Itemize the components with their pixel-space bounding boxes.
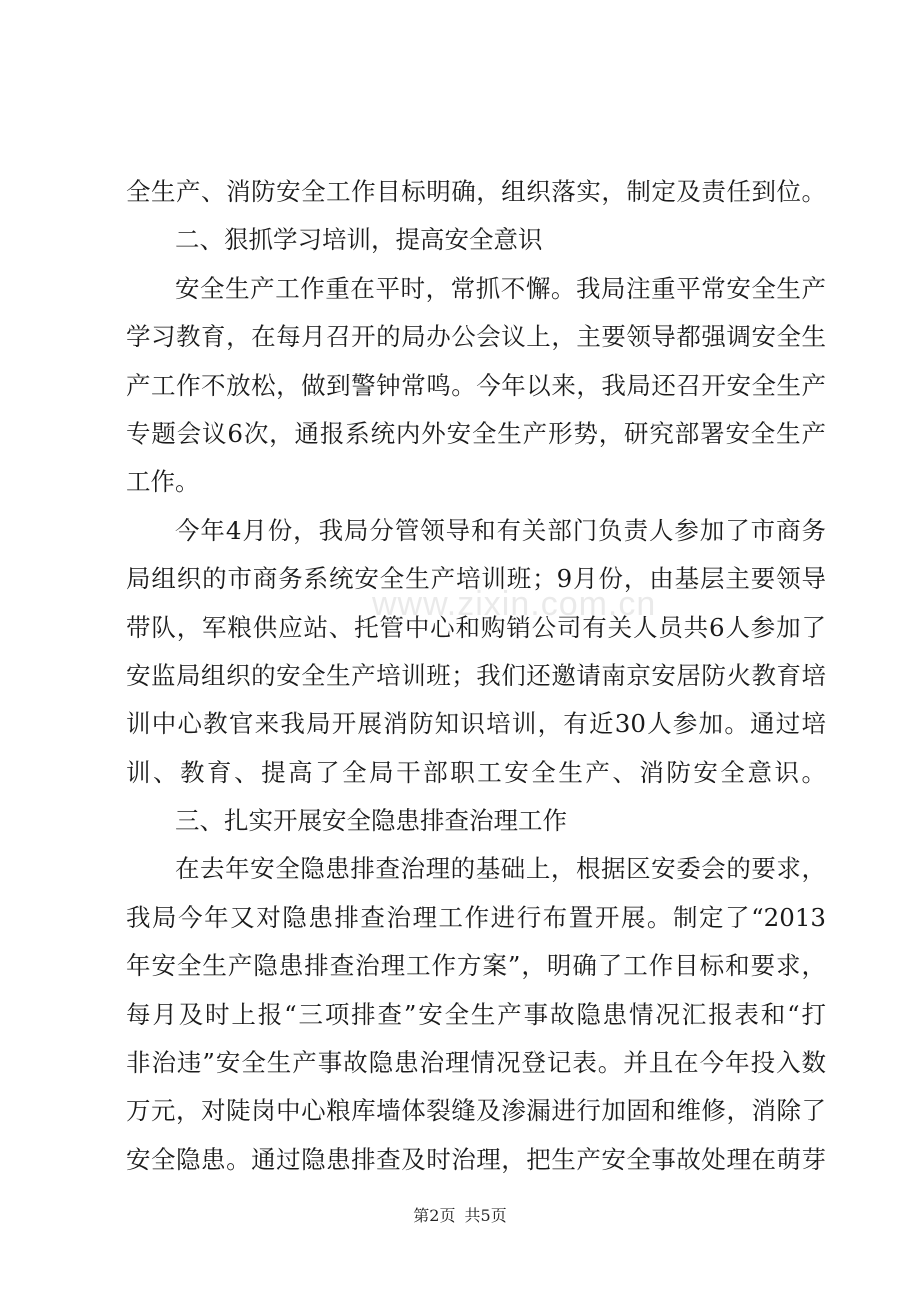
text-line: 专题会议6次，通报系统内外安全生产形势，研究部署安全生产 xyxy=(126,418,826,448)
text-line: 工作。 xyxy=(126,467,200,497)
text-line: 今年4月份，我局分管领导和有关部门负责人参加了市商务 xyxy=(175,515,826,545)
text-line: 万元，对陡岗中心粮库墙体裂缝及渗漏进行加固和维修，消除了 xyxy=(126,1096,826,1126)
text-line: 年安全生产隐患排查治理工作方案”，明确了工作目标和要求， xyxy=(126,951,826,981)
text-line: 我局今年又对隐患排查治理工作进行布置开展。制定了“2013 xyxy=(126,902,826,932)
text-line: 在去年安全隐患排查治理的基础上，根据区安委会的要求， xyxy=(175,854,826,884)
text-line: 训、教育、提高了全局干部职工安全生产、消防安全意识。 xyxy=(126,757,826,787)
text-line: 学习教育，在每月召开的局办公会议上，主要领导都强调安全生 xyxy=(126,322,826,352)
text-line: 局组织的市商务系统安全生产培训班；9月份，由基层主要领导 xyxy=(126,564,826,594)
watermark: www.zixin.com.cn xyxy=(372,585,657,623)
document-body xyxy=(126,168,826,1184)
text-line: 安监局组织的安全生产培训班；我们还邀请南京安居防火教育培 xyxy=(126,660,826,690)
text-line: 全生产、消防安全工作目标明确，组织落实，制定及责任到位。 xyxy=(126,177,826,206)
text-line: 带队，军粮供应站、托管中心和购销公司有关人员共6人参加了 xyxy=(126,612,826,642)
page-number: 第2页 xyxy=(413,1206,456,1225)
text-line: 每月及时上报“三项排查”安全生产事故隐患情况汇报表和“打 xyxy=(126,999,826,1029)
text-line: 安全生产工作重在平时，常抓不懈。我局注重平常安全生产 xyxy=(175,273,826,303)
page-total: 共5页 xyxy=(464,1206,507,1225)
page-footer xyxy=(0,1203,920,1226)
section-heading: 二、狠抓学习培训，提高安全意识 xyxy=(175,225,543,255)
text-line: 产工作不放松，做到警钟常鸣。今年以来，我局还召开安全生产 xyxy=(126,370,826,400)
text-line: 非治违”安全生产事故隐患治理情况登记表。并且在今年投入数 xyxy=(126,1048,826,1078)
text-line: 安全隐患。通过隐患排查及时治理，把生产安全事故处理在萌芽 xyxy=(126,1144,826,1174)
section-heading: 三、扎实开展安全隐患排查治理工作 xyxy=(175,806,567,836)
text-line: 训中心教官来我局开展消防知识培训，有近30人参加。通过培 xyxy=(126,709,826,739)
